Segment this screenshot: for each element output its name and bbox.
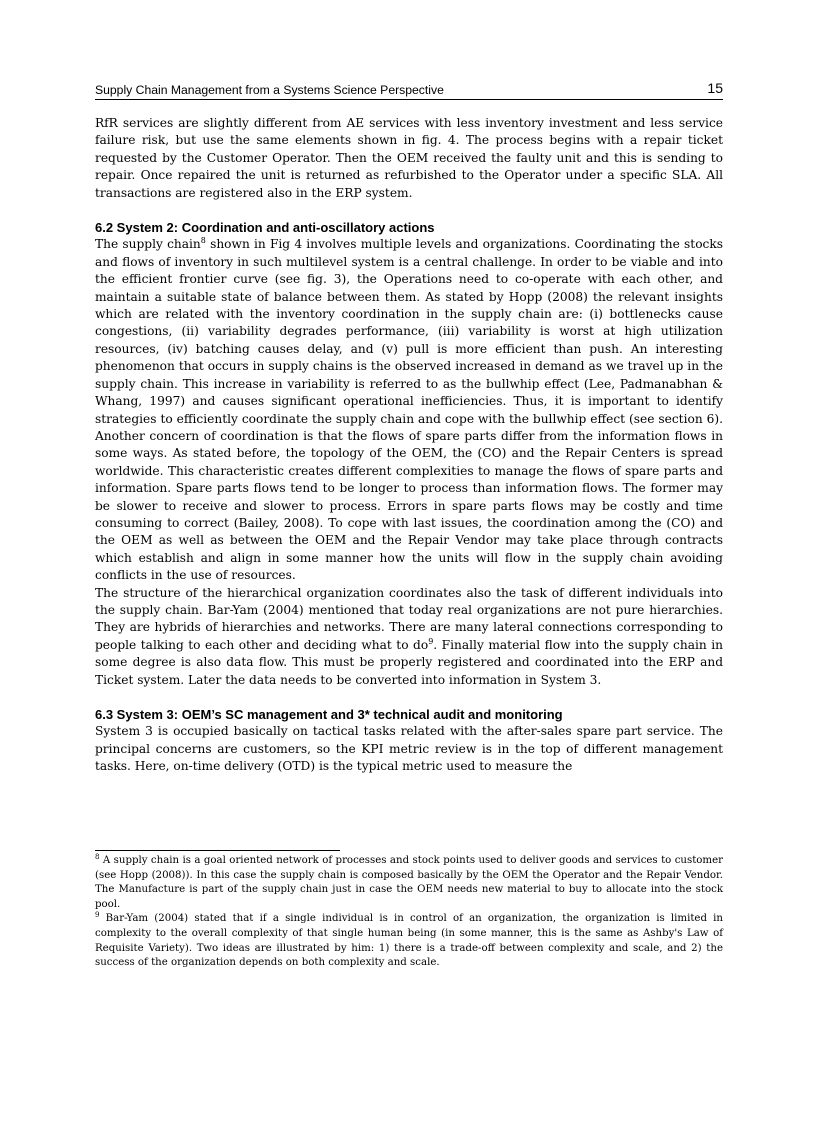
paragraph-intro: RfR services are slightly different from AE services with less inventory investment and less service failure risk, but use the same elements shown in fig. 4. The process begins with a repair ticket requested by the Customer Operator. Then the OEM received the faulty unit and this is sending to repair. Once repaired the unit is returned as refurbished to the Operator under a specific SLA. All transactions are registered also in the ERP system. bbox=[95, 116, 723, 200]
paragraph-6-2-a: The supply chain$^8$ shown in Fig 4 involves multiple levels and organizations. Coordinating the stocks and flows of inventory in such multilevel system is a central challenge. In order to be viable and into the efficient frontier curve (see fig. 3), the Operations need to co-operate with each other, and maintain a suitable state of balance between them. As stated by Hopp (2008) the relevant insights which are related with the inventory coordination in the supply chain are: (i) bottlenecks cause congestions, (ii) variability degrades performance, (iii) variability is worst at high utilization resources, (iv) batching causes delay, and (v) pull is more efficient than push. An interesting phenomenon that occurs in supply chains is the observed increased in demand as we travel up in the supply chain. This increase in variability is referred to as the bullwhip effect (Lee, Padmanabhan & Whang, 1997) and causes significant operational inefficiencies. Thus, it is important to identify strategies to efficiently coordinate the supply chain and cope with the bullwhip effect (see section 6). Another concern of coordination is that the flows of spare parts differ from the information flows in some ways. As stated before, the topology of the OEM, the (CO) and the Repair Centers is spread worldwide. This characteristic creates different complexities to manage the flows of spare parts and information. Spare parts flows tend to be longer to process than information flows. The former may be slower to receive and slower to process. Errors in spare parts flows may be costly and time consuming to correct (Bailey, 2008). To cope with last issues, the coordination among the (CO) and the OEM as well as between the OEM and the Repair Vendor may take place through contracts which establish and align in some manner how the units will flow in the supply chain avoiding conflicts in the use of resources. bbox=[95, 236, 723, 583]
paragraph-6-2-b: The structure of the hierarchical organization coordinates also the task of different individuals into the supply chain. Bar-Yam (2004) mentioned that today real organizations are not pure hierarchies. They are hybrids of hierarchies and networks. There are many lateral connections corresponding to people talking to each other and deciding what to $do^9$. Finally material flow into the supply chain in some degree is also data flow. This must be properly registered and coordinated into the ERP and Ticket system. Later the data needs to be converted into information in System 3. bbox=[95, 585, 723, 687]
footnote-8: $^8$ A supply chain is a goal oriented network of processes and stock points used to deliver goods and services to customer (see Hopp (2008)). In this case the supply chain is composed basically by the OEM the Operator and the Repair Vendor. The Manufacture is part of the supply chain just in case the OEM needs new material to buy to allocate into the stock pool. bbox=[95, 853, 723, 910]
footnote-ref-9[interactable]: 9 bbox=[428, 636, 434, 646]
body-text bbox=[95, 115, 723, 776]
section-heading-6-2: 6.2 System 2: Coordination and anti-oscillatory actions bbox=[95, 220, 435, 236]
running-header bbox=[95, 79, 723, 100]
paragraph-6-3: System 3 is occupied basically on tactical tasks related with the after-sales spare part service. The principal concerns are customers, so the KPI metric review is in the top of different management tasks. Here, on-time delivery (OTD) is the typical metric used to measure the bbox=[95, 724, 723, 774]
footnote-ref-8[interactable]: 8 bbox=[200, 236, 206, 246]
footnote-9: $^9$ Bar-Yam (2004) stated that if a single individual is in control of an organization, the organization is limited in complexity to the overall complexity of that single human being (in some manner, this is the same as Ashby's Law of Requisite Variety). Two ideas are illustrated by him: 1) there is a trade-off between complexity and scale, and 2) the success of the organization depends on both complexity and scale. bbox=[95, 911, 723, 969]
footnotes bbox=[95, 854, 723, 971]
section-heading-6-3: 6.3 System 3: OEM’s SC management and 3* technical audit and monitoring bbox=[95, 707, 563, 722]
footnote-separator bbox=[95, 850, 340, 851]
running-header-title: Supply Chain Management from a Systems Science Perspective bbox=[95, 83, 444, 97]
page-number: 15 bbox=[707, 80, 723, 96]
